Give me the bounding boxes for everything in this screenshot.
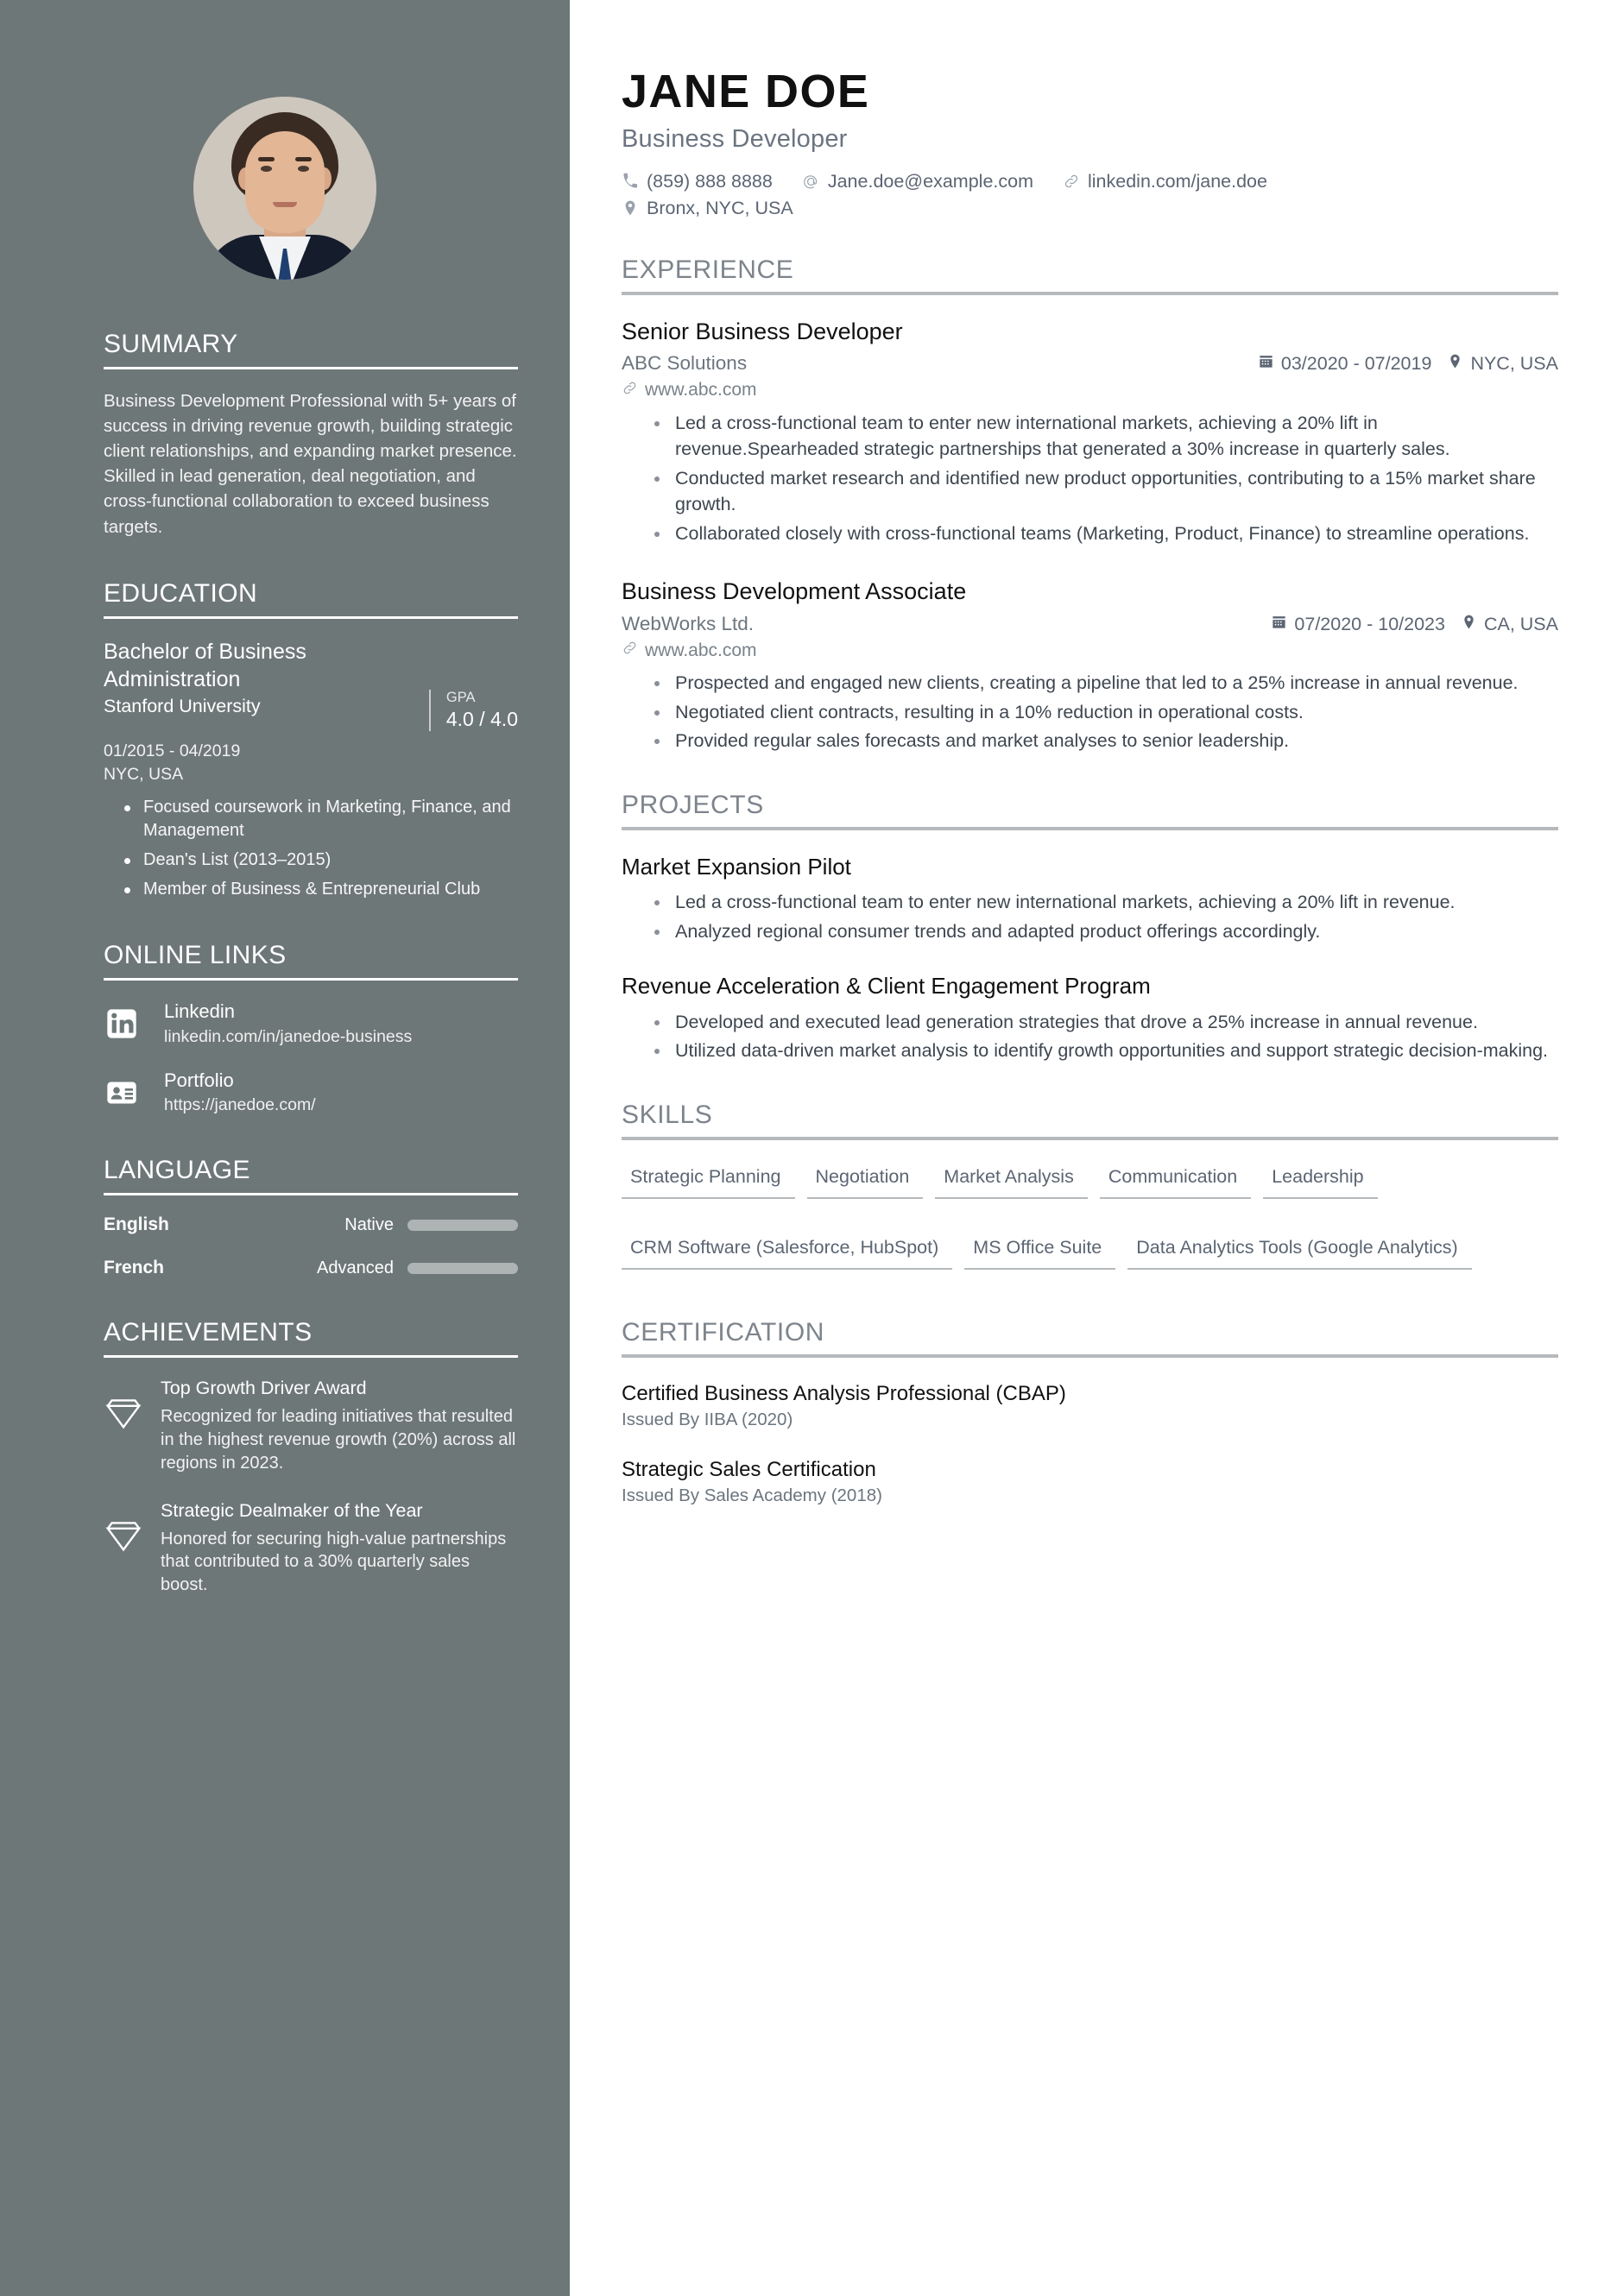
section-skills <box>622 1101 1558 1282</box>
skills-divider <box>622 1137 1558 1140</box>
language-heading: LANGUAGE <box>104 1156 250 1185</box>
job-location <box>1447 353 1558 375</box>
job-bullet-list <box>622 410 1558 547</box>
achievement-title: Strategic Dealmaker of the Year <box>161 1499 423 1521</box>
map-pin-icon <box>1461 614 1477 635</box>
project-entry <box>622 972 1558 1064</box>
main-content <box>570 0 1623 2296</box>
certification-title: Strategic Sales Certification <box>622 1458 876 1482</box>
language-proficiency-bar <box>407 1220 518 1231</box>
job-website-text: www.abc.com <box>645 380 757 401</box>
education-divider <box>104 616 518 619</box>
list-item: Developed and executed lead generation strategies that drove a 25% increase in annual revenue. <box>632 1009 1558 1036</box>
section-certification <box>622 1318 1558 1506</box>
certification-title: Certified Business Analysis Professional (CBAP) <box>622 1381 1066 1405</box>
job-location-text: NYC, USA <box>1470 353 1558 375</box>
project-title: Revenue Acceleration & Client Engagement Program <box>622 973 1151 1000</box>
skill-chip: CRM Software (Salesforce, HubSpot) <box>622 1233 952 1270</box>
sidebar-section-online-links <box>104 941 518 1116</box>
education-entry <box>104 638 518 731</box>
achievement-item <box>104 1377 518 1474</box>
list-item: Provided regular sales forecasts and market analyses to senior leadership. <box>632 728 1558 754</box>
linkedin-icon <box>104 1006 140 1042</box>
certification-issuer: Issued By Sales Academy (2018) <box>622 1485 882 1506</box>
job-location <box>1461 614 1558 635</box>
link-icon <box>1063 173 1080 190</box>
projects-heading: PROJECTS <box>622 790 764 819</box>
certification-entry <box>622 1456 1558 1506</box>
projects-divider <box>622 827 1558 830</box>
gpa-label: GPA <box>445 689 476 705</box>
job-website[interactable] <box>622 640 1255 661</box>
education-bullet-list <box>104 796 518 901</box>
language-divider <box>104 1193 518 1195</box>
job-dates-text: 03/2020 - 07/2019 <box>1280 353 1432 375</box>
sidebar-section-summary <box>104 330 518 539</box>
language-name: English <box>104 1214 169 1235</box>
calendar-icon <box>1271 614 1287 635</box>
list-item: Led a cross-functional team to enter new international markets, achieving a 20% lift in revenue. <box>632 889 1558 916</box>
experience-entry <box>622 577 1558 754</box>
online-link-url: https://janedoe.com/ <box>164 1095 316 1115</box>
candidate-name: JANE DOE <box>622 66 870 117</box>
list-item: Focused coursework in Marketing, Finance, and Management <box>104 796 518 842</box>
skill-group <box>622 1233 1558 1282</box>
project-title: Market Expansion Pilot <box>622 853 851 880</box>
sidebar <box>0 0 570 2296</box>
job-title: Senior Business Developer <box>622 318 903 344</box>
achievement-description: Honored for securing high-value partnerships that contributed to a 30% quarterly sales boost. <box>161 1529 507 1595</box>
skill-chip: Communication <box>1100 1163 1251 1199</box>
skill-chip: Data Analytics Tools (Google Analytics) <box>1127 1233 1471 1270</box>
skill-chip: Negotiation <box>807 1163 924 1199</box>
list-item: Collaborated closely with cross-functional teams (Marketing, Product, Finance) to streamline operations. <box>632 520 1558 547</box>
online-links-divider <box>104 978 518 981</box>
map-pin-icon <box>622 199 639 217</box>
online-link-linkedin[interactable] <box>104 1000 518 1047</box>
contact-phone-text: (859) 888 8888 <box>647 170 773 192</box>
link-icon <box>622 640 638 661</box>
education-heading: EDUCATION <box>104 578 258 608</box>
online-link-url: linkedin.com/in/janedoe-business <box>164 1026 413 1046</box>
job-company: WebWorks Ltd. <box>622 613 754 635</box>
certification-heading: CERTIFICATION <box>622 1317 825 1347</box>
contact-email[interactable] <box>802 171 1033 192</box>
summary-divider <box>104 367 518 369</box>
education-gpa <box>429 690 518 731</box>
contact-linkedin-text: linkedin.com/jane.doe <box>1088 170 1267 192</box>
list-item: Member of Business & Entrepreneurial Club <box>104 878 518 901</box>
section-experience <box>622 255 1558 754</box>
education-school: Stanford University <box>104 695 261 716</box>
achievement-title: Top Growth Driver Award <box>161 1378 367 1399</box>
language-item-french <box>104 1258 518 1278</box>
achievements-heading: ACHIEVEMENTS <box>104 1318 313 1347</box>
portfolio-card-icon <box>104 1075 140 1111</box>
project-bullet-list <box>622 889 1558 944</box>
online-link-portfolio[interactable] <box>104 1069 518 1116</box>
experience-heading: EXPERIENCE <box>622 255 794 284</box>
job-company: ABC Solutions <box>622 352 748 375</box>
skills-heading: SKILLS <box>622 1100 713 1129</box>
project-bullet-list <box>622 1009 1558 1064</box>
language-level: Native <box>344 1214 394 1234</box>
sidebar-section-language <box>104 1156 518 1278</box>
sidebar-section-achievements <box>104 1318 518 1597</box>
at-sign-icon <box>802 173 820 191</box>
diamond-icon <box>104 1499 150 1557</box>
job-title: Business Development Associate <box>622 578 967 605</box>
summary-heading: SUMMARY <box>104 330 238 358</box>
education-location: NYC, USA <box>104 764 184 784</box>
project-entry <box>622 853 1558 945</box>
online-links-heading: ONLINE LINKS <box>104 941 287 970</box>
summary-text: Business Development Professional with 5+ years of success in driving revenue growth, building strategic client relationships, and expanding market presence. Skilled in lead generation, deal negotiation, and cross-functional collaboration to exceed business targets. <box>104 391 517 537</box>
list-item: Negotiated client contracts, resulting in a 10% reduction in operational costs. <box>632 699 1558 726</box>
achievement-item <box>104 1499 518 1597</box>
job-bullet-list <box>622 670 1558 754</box>
skill-chip: MS Office Suite <box>964 1233 1115 1270</box>
calendar-icon <box>1258 353 1274 375</box>
job-dates <box>1258 353 1432 375</box>
certification-issuer: Issued By IIBA (2020) <box>622 1410 793 1430</box>
job-location-text: CA, USA <box>1483 614 1558 635</box>
map-pin-icon <box>1447 353 1463 375</box>
list-item: Utilized data-driven market analysis to identify growth opportunities and support strategic decision-making. <box>632 1038 1558 1064</box>
list-item: Conducted market research and identified new product opportunities, contributing to a 15% market share growth. <box>632 465 1558 518</box>
skill-chip: Leadership <box>1263 1163 1377 1199</box>
section-projects <box>622 791 1558 1064</box>
achievement-description: Recognized for leading initiatives that resulted in the highest revenue growth (20%) across all regions in 2023. <box>161 1407 516 1473</box>
profile-photo-container <box>104 0 518 330</box>
skill-chip: Strategic Planning <box>622 1163 795 1199</box>
experience-entry <box>622 318 1558 547</box>
profile-photo <box>193 97 376 280</box>
language-proficiency-bar <box>407 1263 518 1274</box>
list-item: Dean's List (2013–2015) <box>104 848 518 872</box>
job-website[interactable] <box>622 380 1242 401</box>
sidebar-section-education <box>104 579 518 902</box>
contact-block <box>622 171 1558 219</box>
list-item: Led a cross-functional team to enter new international markets, achieving a 20% lift in revenue.Spearheaded strategic partnerships that generated a 30% increase in quarterly sales. <box>632 410 1558 463</box>
certification-divider <box>622 1354 1558 1358</box>
gpa-value: 4.0 / 4.0 <box>445 707 518 730</box>
language-level: Advanced <box>317 1258 394 1277</box>
job-dates <box>1271 614 1445 635</box>
experience-divider <box>622 292 1558 295</box>
achievements-divider <box>104 1355 518 1358</box>
contact-linkedin[interactable] <box>1063 171 1267 192</box>
job-dates-text: 07/2020 - 10/2023 <box>1294 614 1445 635</box>
skill-chip: Market Analysis <box>935 1163 1088 1199</box>
list-item: Prospected and engaged new clients, creating a pipeline that led to a 25% increase in annual revenue. <box>632 670 1558 697</box>
phone-icon <box>622 173 639 190</box>
education-dates: 01/2015 - 04/2019 <box>104 741 241 760</box>
education-degree: Bachelor of Business Administration <box>104 639 306 692</box>
contact-location <box>622 198 793 219</box>
certification-entry <box>622 1380 1558 1430</box>
diamond-icon <box>104 1377 150 1435</box>
skill-group <box>622 1163 1558 1211</box>
link-icon <box>622 380 638 401</box>
contact-location-text: Bronx, NYC, USA <box>647 197 793 218</box>
online-link-label: Linkedin <box>164 1000 235 1023</box>
education-meta <box>104 740 518 786</box>
contact-email-text: Jane.doe@example.com <box>827 170 1033 192</box>
language-name: French <box>104 1258 165 1278</box>
language-item-english <box>104 1214 518 1235</box>
online-link-label: Portfolio <box>164 1069 234 1091</box>
list-item: Analyzed regional consumer trends and adapted product offerings accordingly. <box>632 918 1558 945</box>
contact-phone[interactable] <box>622 171 773 192</box>
job-website-text: www.abc.com <box>645 640 757 660</box>
candidate-role: Business Developer <box>622 124 848 153</box>
